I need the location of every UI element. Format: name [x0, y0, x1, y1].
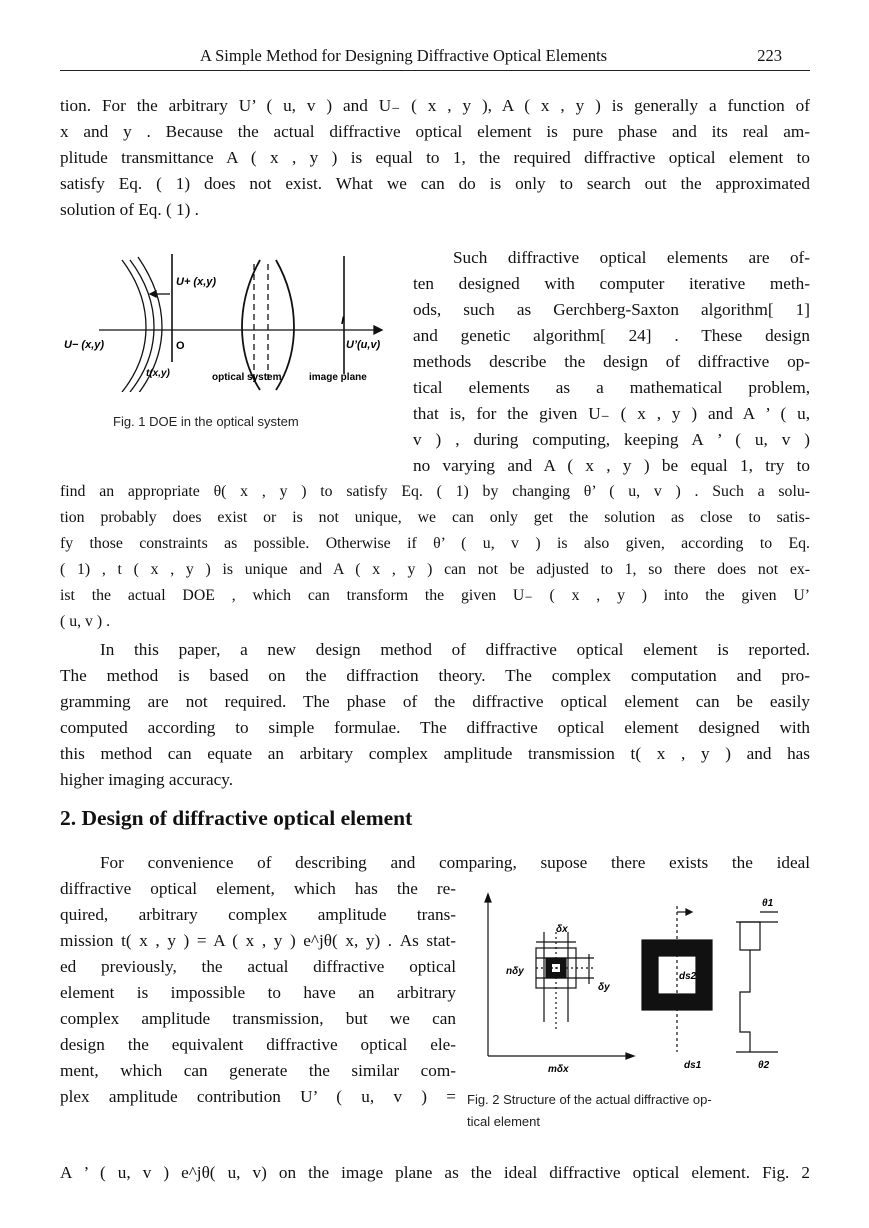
label-ds2: ds2	[679, 971, 697, 982]
running-header	[60, 44, 810, 66]
text-line: ( u, v ) .	[60, 613, 111, 630]
label-u-prime: U’(u,v)	[346, 339, 381, 351]
text-line: ten designed with computer iterative meth-	[413, 274, 810, 293]
page-number: 223	[757, 46, 782, 65]
running-title: A Simple Method for Designing Diffractive Optical Elements	[200, 46, 608, 65]
label-theta1: θ1	[762, 898, 774, 909]
text-line: element is impossible to have an arbitrary	[60, 983, 456, 1002]
paragraph-1	[60, 93, 810, 223]
label-theta2: θ2	[758, 1060, 770, 1071]
figure-2	[474, 892, 800, 1072]
section-heading: 2. Design of diffractive optical element	[60, 806, 413, 830]
paragraph-2-column	[413, 245, 810, 479]
text-line: methods describe the design of diffractive op-	[413, 352, 810, 371]
text-line: this method can equate an arbitary complex amplitude transmission t( x , y ) and has	[60, 744, 810, 763]
text-line: plitude transmittance A ( x , y ) is equal to 1, the required diffractive optical element to	[60, 148, 810, 167]
text-line: tical elements as a mathematical problem,	[413, 378, 810, 397]
text-line: computed according to simple formulae. The diffractive optical element designed with	[60, 718, 810, 737]
text-line: The method is based on the diffraction theory. The complex computation and pro-	[60, 666, 810, 685]
paragraph-2-continued	[60, 479, 810, 635]
text-line: mission t( x , y ) = A ( x , y ) e^jθ( x, y) . As stat-	[60, 931, 456, 950]
figure-2-caption-line-1: Fig. 2 Structure of the actual diffractive op-	[467, 1092, 712, 1107]
text-line: ist the actual DOE , which can transform the given U₋ ( x , y ) into the given U’	[60, 587, 810, 604]
text-line: higher imaging accuracy.	[60, 770, 234, 789]
text-line: tion probably does exist or is not unique, we can only get the solution as close to satis-	[60, 509, 810, 526]
text-line: no varying and A ( x , y ) be equal 1, try to	[413, 456, 810, 475]
text-line: For convenience of describing and comparing, supose there exists the ideal	[100, 853, 810, 872]
header-rule	[60, 70, 810, 71]
text-line: plex amplitude contribution U’ ( u, v ) =	[60, 1087, 456, 1106]
text-line: x and y . Because the actual diffractive optical element is pure phase and its real am-	[60, 122, 810, 141]
text-line: gramming are not required. The phase of the diffractive optical element can be easily	[60, 692, 810, 711]
figure-1-caption: Fig. 1 DOE in the optical system	[113, 414, 299, 429]
text-line: ods, such as Gerchberg-Saxton algorithm[ 1]	[413, 300, 810, 319]
label-dy: δy	[598, 982, 610, 993]
label-t: t(x,y)	[146, 368, 170, 379]
paragraph-4-last	[60, 1160, 810, 1186]
label-optical-system: optical system	[212, 372, 282, 383]
text-line: ed previously, the actual diffractive optical	[60, 957, 456, 976]
text-line: v ) , during computing, keeping A ’ ( u, v )	[413, 430, 810, 449]
label-mdx: mδx	[548, 1064, 569, 1072]
figure-2-diagram	[474, 892, 800, 1072]
label-origin: O	[176, 340, 185, 352]
text-line: A ’ ( u, v ) e^jθ( u, v) on the image plane as the ideal diffractive optical element. Fig. 2	[60, 1163, 810, 1182]
figure-1-diagram	[64, 252, 394, 392]
paragraph-4-column	[60, 876, 456, 1110]
text-line: fy those constraints as possible. Otherwise if θ’ ( u, v ) is also given, according to Eq.	[60, 535, 810, 552]
label-ndy: nδy	[506, 966, 524, 977]
text-line: find an appropriate θ( x , y ) to satisfy Eq. ( 1) by changing θ’ ( u, v ) . Such a solu-	[60, 483, 810, 500]
text-line: ( 1) , t ( x , y ) is unique and A ( x , y ) can not be adjusted to 1, so there does not ex-	[60, 561, 810, 578]
text-line: tion. For the arbitrary U’ ( u, v ) and U₋ ( x , y ), A ( x , y ) is generally a function of	[60, 96, 810, 115]
label-u-plus: U+ (x,y)	[176, 276, 217, 288]
text-line: solution of Eq. ( 1) .	[60, 200, 199, 219]
label-u-minus: U− (x,y)	[64, 339, 105, 351]
label-ds1: ds1	[684, 1060, 702, 1071]
figure-2-caption-line-2: tical element	[467, 1114, 540, 1129]
text-line: ment, which can generate the similar com-	[60, 1061, 456, 1080]
text-line: that is, for the given U₋ ( x , y ) and A ’ ( u,	[413, 404, 810, 423]
text-line: In this paper, a new design method of diffractive optical element is reported.	[100, 640, 810, 659]
paragraph-3	[60, 637, 810, 793]
text-line: satisfy Eq. ( 1) does not exist. What we can do is only to search out the approximated	[60, 174, 810, 193]
text-line: Such diffractive optical elements are of-	[453, 248, 810, 267]
figure-2-caption	[467, 1089, 812, 1133]
label-dx: δx	[556, 924, 568, 935]
text-line: complex amplitude transmission, but we can	[60, 1009, 456, 1028]
text-line: and genetic algorithm[ 24] . These design	[413, 326, 810, 345]
figure-1	[64, 252, 394, 392]
text-line: design the equivalent diffractive optical ele-	[60, 1035, 456, 1054]
paragraph-4-first	[60, 850, 810, 876]
label-i: I	[341, 315, 345, 327]
label-image-plane: image plane	[309, 372, 367, 383]
text-line: diffractive optical element, which has the re-	[60, 879, 456, 898]
text-line: quired, arbitrary complex amplitude trans-	[60, 905, 456, 924]
